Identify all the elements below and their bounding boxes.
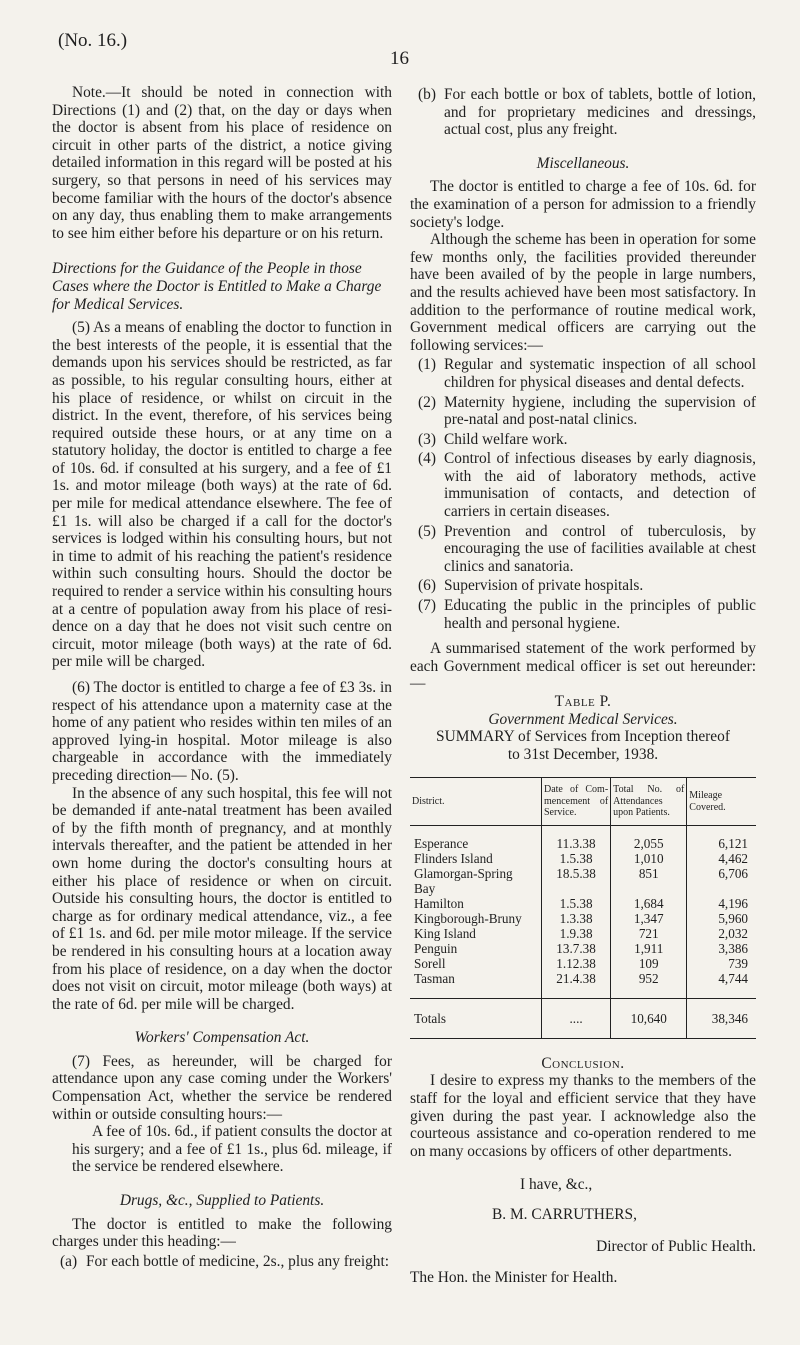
summary-table xyxy=(410,777,756,1039)
district-cell: Glamorgan-Spring Bay xyxy=(414,865,513,896)
district-cell: Esperance xyxy=(414,835,469,851)
commencement-cell: 1.5.38 xyxy=(541,896,610,911)
drug-charge-a xyxy=(52,1253,392,1271)
service-number: (2) xyxy=(418,393,436,411)
service-item xyxy=(410,523,756,576)
table-subtitle: Government Medical Services. xyxy=(488,710,678,728)
service-item xyxy=(410,450,756,520)
mileage-cell: 6,121 xyxy=(687,825,756,851)
misc-paragraph-2: Although the scheme has been in operation for some few months only, the facilities provided thereunder have been availed of by the people in large numbers, and the results achieved have been most satisfactory. In addition to the performance of routine medical work, Government medical officers are carrying out the following services:— xyxy=(410,231,756,354)
commencement-cell: 18.5.38 xyxy=(541,866,610,896)
table-row xyxy=(410,926,756,941)
attendances-cell: 1,010 xyxy=(611,851,687,866)
page-number: 16 xyxy=(390,48,409,69)
attendances-cell: 2,055 xyxy=(611,825,687,851)
direction-6: (6) The doctor is entitled to charge a fee of £3 3s. in respect of his attendance upon a maternity case at the home of any patient who resides within ten miles of an approved lying-in hospital. Motor mileage is also chargeable in accordance with the immediately preceding direction— No. (5). xyxy=(52,679,392,784)
conclusion-paragraph: I desire to express my thanks to the members of the staff for the loyal and efficient service that they have given during the past year. I acknowledge also the courteous assistance and co-operation rendered to me on many occasions by officers of other departments. xyxy=(410,1072,756,1160)
mileage-cell: 4,462 xyxy=(687,851,756,866)
miscellaneous-heading: Miscellaneous. xyxy=(536,154,630,172)
service-text: Control of infectious diseases by early diagnosis, with the aid of laboratory methods, active immunisation of contacts, and detection of carriers in certain diseases. xyxy=(444,450,756,521)
table-row xyxy=(410,911,756,926)
table-row xyxy=(410,866,756,896)
commencement-cell: 1.12.38 xyxy=(541,956,610,971)
drug-charge-a-number: (a) xyxy=(60,1252,78,1270)
right-column xyxy=(410,84,756,1287)
header-commencement: Date of Commencement of Service. xyxy=(541,778,610,826)
direction-5: (5) As a means of enabling the doctor to function in the best interests of the people, it is essential that the demands upon his services should be restricted, as far as possible, to his regular consulting hours, either at his place of residence, or whilst on circuit in the district. In the event, therefore, of his services being required outside these hours, or at any time on a statutory holiday, the doctor is entitled to charge a fee of 10s. 6d. if consulted at his surgery, and a fee of £1 1s. and motor mileage (both ways) at the rate of 6d. per mile for medical attendance elsewhere. The fee of £1 1s. will also be charged if a call for the doctor's services is lodged within his consulting hours, but not in time to admit of his reaching the patient's residence within such consulting hours. Should the doctor be required to render a service within his consulting hours at a centre of population away from his place of residence on a day that he does not visit such centre on circuit, motor mileage (both ways) at the rate of 6d. per mile will be charged. xyxy=(52,319,392,671)
commencement-cell: 1.5.38 xyxy=(541,851,610,866)
table-row xyxy=(410,851,756,866)
commencement-cell: 21.4.38 xyxy=(541,971,610,999)
mileage-cell: 2,032 xyxy=(687,926,756,941)
attendances-cell: 1,347 xyxy=(611,911,687,926)
service-number: (4) xyxy=(418,450,436,468)
drug-charge-a-text: For each bottle of medicine, 2s., plus any freight: xyxy=(86,1252,390,1270)
drug-charge-b-number: (b) xyxy=(418,86,436,103)
district-cell: Hamilton xyxy=(414,895,464,911)
attendances-cell: 1,684 xyxy=(611,896,687,911)
district-cell: Tasman xyxy=(414,970,455,986)
district-cell: Penguin xyxy=(414,940,458,956)
page-series-label: (No. 16.) xyxy=(58,30,128,51)
totals-attendances: 10,640 xyxy=(611,998,687,1038)
table-row xyxy=(410,941,756,956)
direction-7-fees: A fee of 10s. 6d., if patient consults the doctor at his surgery; and a fee of £1 1s., plus 6d. mileage, if the service be rendered elsewhere. xyxy=(72,1123,392,1176)
totals-date: .... xyxy=(541,998,610,1038)
table-header-row xyxy=(410,778,756,826)
direction-6-continued: In the absence of any such hospital, this fee will not be demanded if ante-natal treatment has been availed of by the fifth month of pregnancy, and at monthly intervals thereafter, and the patient be attended in her own home during the doctor's consulting hours at either his place of residence or when on circuit. Outside his consulting hours, the doctor is entitled to charge as for ordinary medical attendance, viz., a fee of £1 1s. and 6d. per mile motor mileage. If the service be rendered in his consulting hours at a location away from his place of residence, on a day when the doctor does not visit on circuit, motor mileage (both ways) at the rate of 6d. per mile will be charged. xyxy=(52,784,392,1013)
mileage-cell: 739 xyxy=(687,956,756,971)
mileage-cell: 3,386 xyxy=(687,941,756,956)
service-number: (3) xyxy=(418,430,436,448)
addressee-line: The Hon. the Minister for Health. xyxy=(410,1269,618,1287)
service-text: Prevention and control of tuberculosis, by encouraging the use of facilities available at chest clinics and sanatoria. xyxy=(444,522,756,575)
service-item xyxy=(410,356,756,391)
commencement-cell: 13.7.38 xyxy=(541,941,610,956)
service-text: Supervision of private hospitals. xyxy=(444,577,644,595)
directions-heading: Directions for the Guidance of the People in those Cases where the Doctor is Entitled to Make a Charge for Medical Services. xyxy=(52,260,382,313)
totals-label: Totals xyxy=(410,998,541,1038)
commencement-cell: 1.3.38 xyxy=(541,911,610,926)
conclusion-heading: Conclusion. xyxy=(541,1054,625,1072)
drug-charge-b xyxy=(410,86,756,139)
service-item xyxy=(410,431,756,449)
service-text: Educating the public in the principles of public health and personal hygiene. xyxy=(444,597,756,632)
district-cell: Sorell xyxy=(414,955,446,971)
commencement-cell: 1.9.38 xyxy=(541,926,610,941)
service-text: Regular and systematic inspection of all school children for physical diseases and dental defects. xyxy=(444,356,756,391)
service-number: (7) xyxy=(418,597,436,615)
signature-name: B. M. CARRUTHERS, xyxy=(492,1206,637,1224)
table-row xyxy=(410,825,756,851)
service-number: (1) xyxy=(418,356,436,374)
summary-intro: A summarised statement of the work performed by each Government medical officer is set out hereunder:— xyxy=(410,640,756,693)
header-mileage: Mileage Covered. xyxy=(687,778,756,826)
signature-title: Director of Public Health. xyxy=(596,1237,756,1255)
mileage-cell: 6,706 xyxy=(687,866,756,896)
service-number: (6) xyxy=(418,577,436,595)
drug-charge-b-text: For each bottle or box of tablets, bottle of lotion, and for proprietary medicines and dressings, actual cost, plus any freight. xyxy=(444,86,756,139)
attendances-cell: 721 xyxy=(611,926,687,941)
drugs-heading: Drugs, &c., Supplied to Patients. xyxy=(119,1192,325,1210)
service-number: (5) xyxy=(418,522,436,540)
header-attendances: Total No. of Attendances upon Patients. xyxy=(611,778,687,826)
mileage-cell: 4,744 xyxy=(687,971,756,999)
district-cell: King Island xyxy=(414,925,476,941)
totals-mileage: 38,346 xyxy=(687,998,756,1038)
drugs-intro: The doctor is entitled to make the following charges under this heading:— xyxy=(52,1215,392,1251)
table-row xyxy=(410,896,756,911)
service-text: Child welfare work. xyxy=(444,430,568,448)
attendances-cell: 109 xyxy=(611,956,687,971)
service-text: Maternity hygiene, including the supervision of pre-natal and post-natal clinics. xyxy=(444,393,756,429)
services-list xyxy=(410,356,756,632)
misc-paragraph-1: The doctor is entitled to charge a fee of 10s. 6d. for the examination of a person for admission to a friendly society's lodge. xyxy=(410,178,756,231)
table-label: Table P. xyxy=(554,693,612,710)
mileage-cell: 4,196 xyxy=(687,896,756,911)
header-district: District. xyxy=(410,778,541,826)
signature-salutation: I have, &c., xyxy=(520,1176,593,1194)
mileage-cell: 5,960 xyxy=(687,911,756,926)
table-totals-row xyxy=(410,998,756,1038)
service-item xyxy=(410,577,756,595)
table-row xyxy=(410,956,756,971)
service-item xyxy=(410,394,756,429)
attendances-cell: 851 xyxy=(611,866,687,896)
table-title-line-1: SUMMARY of Services from Inception thereof xyxy=(436,728,730,746)
direction-7: (7) Fees, as hereunder, will be charged for attendance upon any case coming under the Workers' Compensation Act, whether the service be rendered within or outside consulting hours:— xyxy=(52,1052,392,1123)
district-cell: Kingborough-Bruny xyxy=(414,910,522,926)
table-row xyxy=(410,971,756,999)
left-column xyxy=(52,84,392,1270)
signature-block xyxy=(410,1176,756,1255)
workers-compensation-heading: Workers' Compensation Act. xyxy=(134,1029,310,1047)
commencement-cell: 11.3.38 xyxy=(541,825,610,851)
table-title-line-2: to 31st December, 1938. xyxy=(507,745,659,763)
service-item xyxy=(410,597,756,632)
note-paragraph: Note.—It should be noted in connection with Directions (1) and (2) that, on the day or days when the doctor is absent from his place of residence on circuit in other parts of the district, a notice giving detailed information in this regard will be posted at his surgery, so that persons in need of his services may become familiar with the hours of the doctor's absence on any day, thus enabling them to make arrangements to see him either before his departure or on his return. xyxy=(52,84,392,242)
attendances-cell: 952 xyxy=(611,971,687,999)
district-cell: Flinders Island xyxy=(414,850,493,866)
attendances-cell: 1,911 xyxy=(611,941,687,956)
